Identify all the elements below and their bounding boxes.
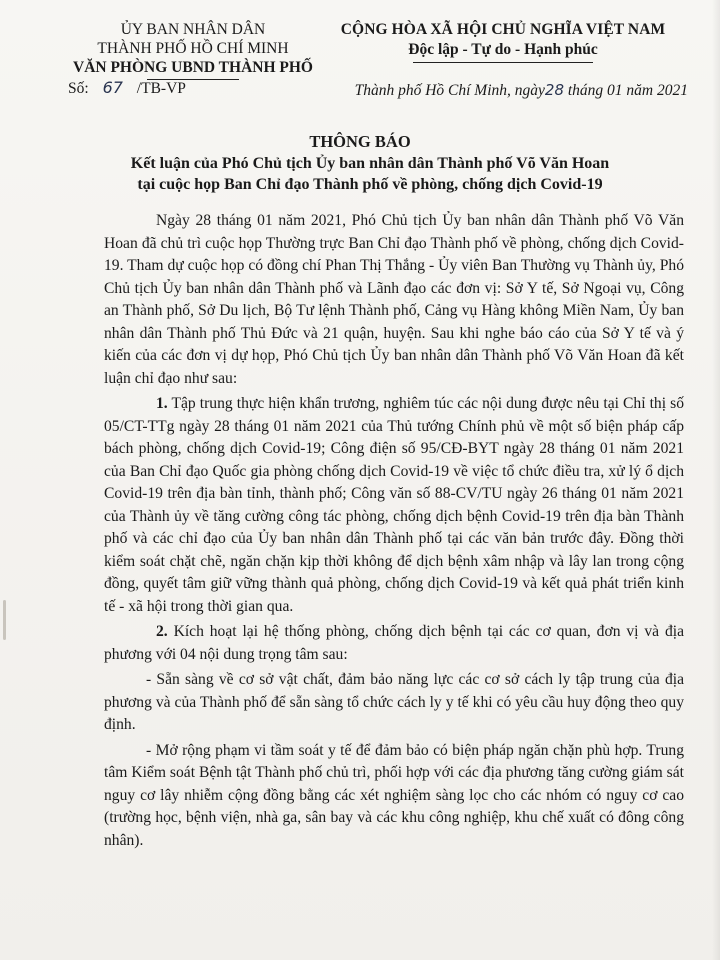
bullet-1-paragraph: - Sẵn sàng về cơ sở vật chất, đảm bảo năng lực các cơ sở cách ly tập trung của địa phương và của Thành phố để sẵn sàng tổ chức cách ly y tế khi có yêu cầu huy động theo quy định. <box>104 671 684 733</box>
item-2-number: 2. <box>156 623 168 640</box>
subtitle-line-2: tại cuộc họp Ban Chỉ đạo Thành phố về phòng, chống dịch Covid-19 <box>137 176 603 193</box>
motto-underline <box>413 62 593 63</box>
item-1-paragraph <box>104 393 684 618</box>
item-1-number: 1. <box>156 395 168 412</box>
item-2-text: Kích hoạt lại hệ thống phòng, chống dịch bệnh tại các cơ quan, đơn vị và địa phương với 04 nội dung trọng tâm sau: <box>104 623 684 663</box>
intro-paragraph: Ngày 28 tháng 01 năm 2021, Phó Chủ tịch Ủy ban nhân dân Thành phố Võ Văn Hoan đã chủ trì cuộc họp Thường trực Ban Chỉ đạo Thành phố về phòng, chống dịch Covid-19. Tham dự cuộc họp có đồng chí Phan Thị Thắng - Ủy viên Ban Thường vụ Thành ủy, Phó Chủ tịch Ủy ban nhân dân Thành phố và Lãnh đạo các đơn vị: Sở Y tế, Sở Ngoại vụ, Công an Thành phố, Sở Du lịch, Bộ Tư lệnh Thành phố, Cảng vụ Hàng không Miền Nam, Ủy ban nhân dân Thành phố Thủ Đức và 21 quận, huyện. Sau khi nghe báo cáo của Sở Y tế và ý kiến của các đơn vị dự họp, Phó Chủ tịch Ủy ban nhân dân Thành phố Võ Văn Hoan đã kết luận chỉ đạo như sau: <box>104 212 684 387</box>
document-number <box>68 78 186 98</box>
national-motto: Độc lập - Tự do - Hạnh phúc <box>408 41 598 58</box>
national-title: CỘNG HÒA XÃ HỘI CHỦ NGHĨA VIỆT NAM <box>340 21 666 38</box>
document-body <box>104 210 684 855</box>
document-subtitle <box>40 153 700 195</box>
authority-line-1: ỦY BAN NHÂN DÂN <box>120 21 266 38</box>
authority-line-3: VĂN PHÒNG UBND THÀNH PHỐ <box>73 59 313 76</box>
issuing-authority-header <box>58 20 328 80</box>
national-header <box>318 20 688 63</box>
date-suffix: tháng 01 năm 2021 <box>567 82 688 99</box>
date-handwritten-day: 28 <box>544 81 564 99</box>
date-prefix: Thành phố Hồ Chí Minh, ngày <box>354 82 545 99</box>
document-title: THÔNG BÁO <box>309 132 411 151</box>
authority-line-2: THÀNH PHỐ HỒ CHÍ MINH <box>97 40 289 57</box>
item-2-paragraph <box>104 621 684 666</box>
document-number-label: Số: <box>68 80 89 97</box>
subtitle-line-1: Kết luận của Phó Chủ tịch Ủy ban nhân dân Thành phố Võ Văn Hoan <box>130 155 610 172</box>
document-date <box>322 81 688 100</box>
item-1-text: Tập trung thực hiện khẩn trương, nghiêm túc các nội dung được nêu tại Chỉ thị số 05/CT-TTg ngày 28 tháng 01 năm 2021 của Thủ tướng Chính phủ về một số biện pháp cấp bách phòng, chống dịch Covid-19; Công điện số 95/CĐ-BYT ngày 28 tháng 01 năm 2021 của Ban Chỉ đạo Quốc gia phòng chống dịch Covid-19 về việc tổ chức điều tra, xử lý ổ dịch Covid-19 trên địa bàn tỉnh, thành phố; Công văn số 88-CV/TU ngày 26 tháng 01 năm 2021 của Thành ủy về tăng cường công tác phòng, chống dịch bệnh Covid-19 trên địa bàn Thành phố và các chỉ đạo của Ủy ban nhân dân Thành phố tại các văn bản trước đây. Đồng thời kiểm soát chặt chẽ, ngăn chặn kịp thời không để dịch bệnh xâm nhập và lây lan trong cộng đồng, quyết tâm giữ vững thành quả phòng, chống dịch Covid-19 và kết quả phát triển kinh tế - xã hội trong thời gian qua. <box>104 395 684 615</box>
page-edge-mark <box>3 600 6 640</box>
page-shadow <box>712 0 720 960</box>
document-number-suffix: /TB-VP <box>136 80 186 97</box>
bullet-2-paragraph: - Mở rộng phạm vi tầm soát y tế để đảm bảo có biện pháp ngăn chặn phù hợp. Trung tâm Kiểm soát Bệnh tật Thành phố chủ trì, phối hợp với các địa phương tăng cường giám sát nguy cơ lây nhiễm cộng đồng bằng các xét nghiệm sàng lọc cho các nhóm có nguy cơ cao (trường học, bệnh viện, nhà ga, sân bay và các khu công nghiệp, khu chế xuất có đông công nhân). <box>104 741 684 849</box>
document-number-handwritten: 67 <box>102 78 123 97</box>
